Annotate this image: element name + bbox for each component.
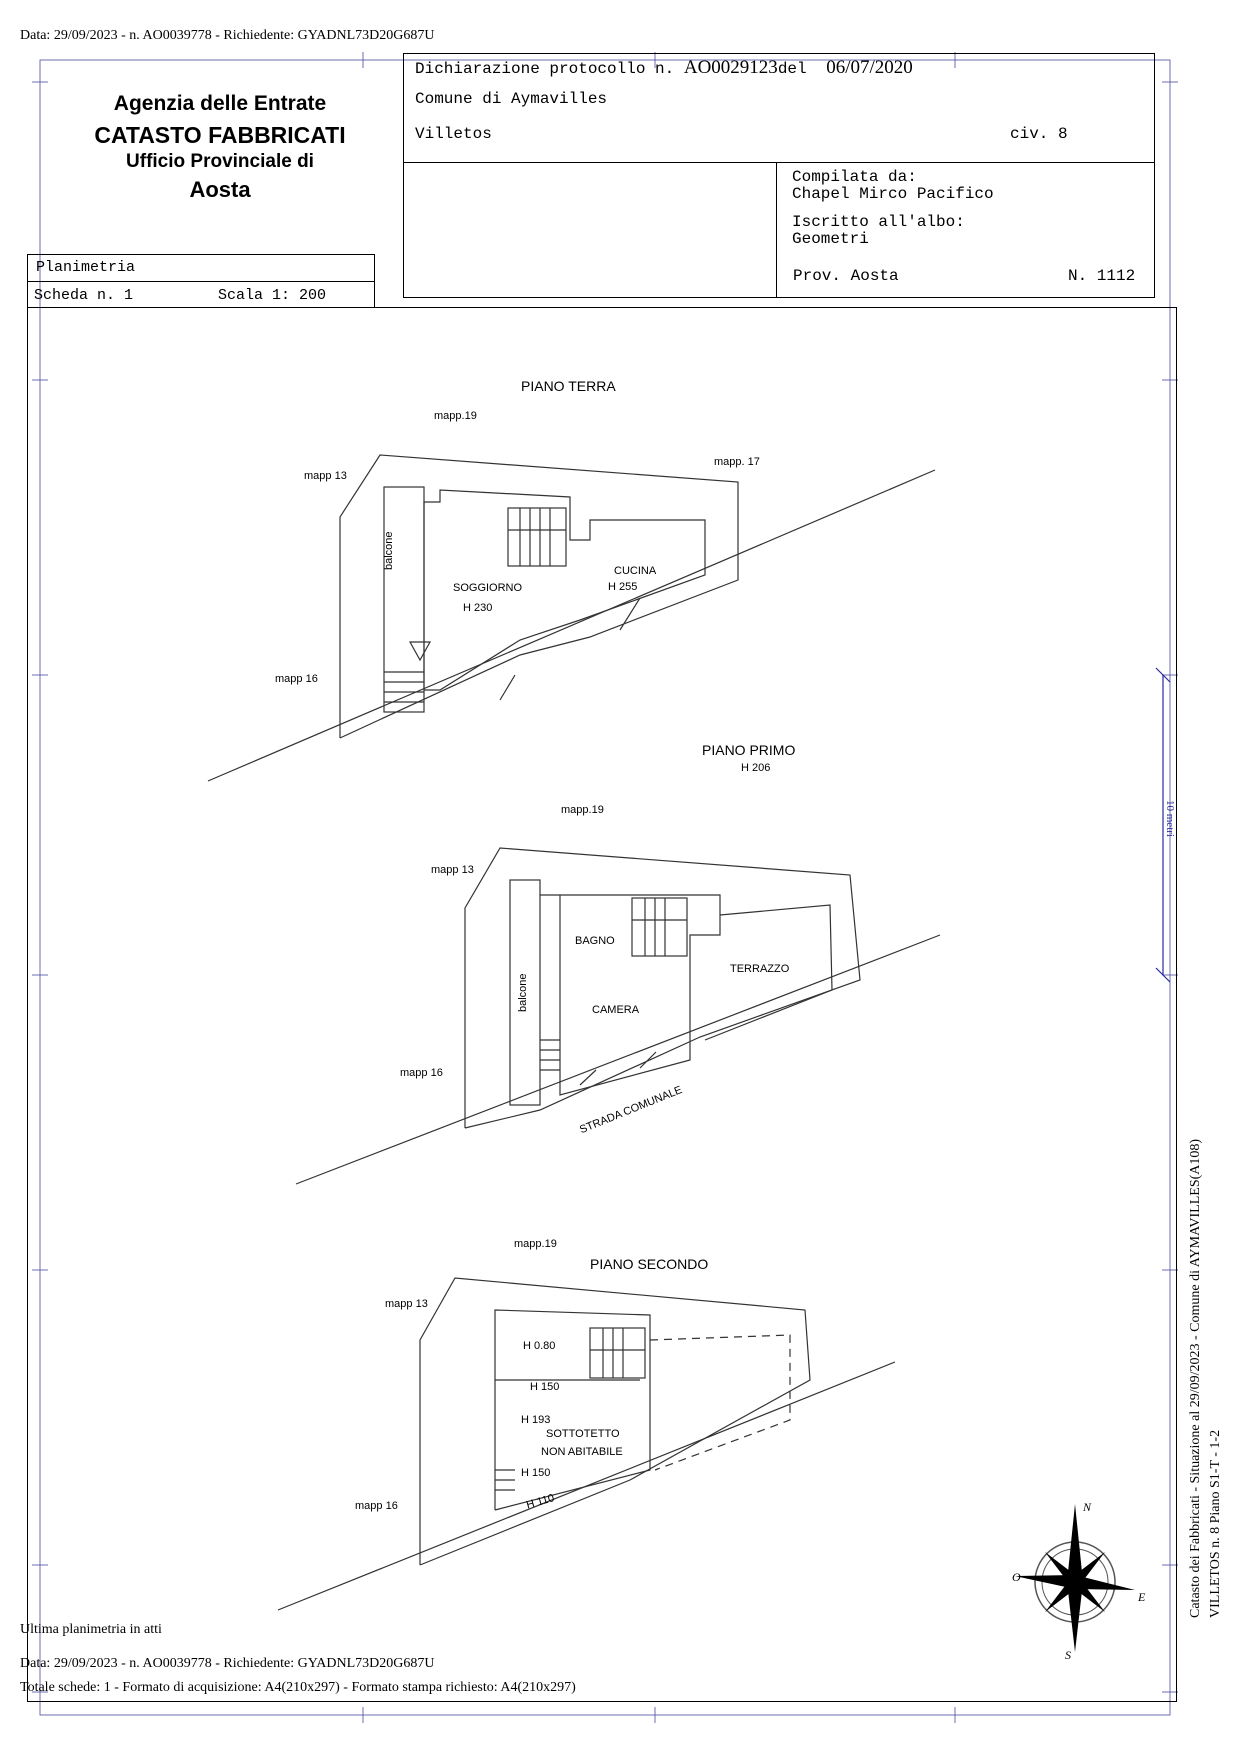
compiler-name: Chapel Mirco Pacifico (792, 185, 994, 203)
address-street: Villetos (415, 125, 492, 143)
floor-title-secondo: PIANO SECONDO (590, 1256, 709, 1272)
compass-south: S (1065, 1648, 1071, 1662)
plan-piano-secondo (278, 1278, 895, 1610)
floor-title-terra: PIANO TERRA (521, 378, 616, 394)
plan-piano-primo (296, 848, 940, 1184)
compass-rose (1015, 1504, 1135, 1652)
header-info-line: Data: 29/09/2023 - n. AO0039778 - Richiedente: GYADNL73D20G687U (20, 28, 435, 43)
compass-east: E (1138, 1590, 1146, 1604)
terra-room-cucina: CUCINA (614, 565, 657, 577)
scheda-number: Scheda n. 1 (34, 287, 134, 304)
address-civic: civ. 8 (1010, 125, 1068, 143)
side-address-text: VILLETOS n. 8 Piano S1-T - 1-2 (1208, 1429, 1223, 1618)
terra-room-cucina-height: H 255 (608, 581, 638, 593)
compass-north: N (1083, 1500, 1092, 1514)
scale-label: Scala 1: 200 (218, 287, 327, 304)
compiler-label: Compilata da: (792, 168, 917, 186)
terra-room-soggiorno-height: H 230 (463, 602, 493, 614)
primo-room-camera: CAMERA (592, 1004, 640, 1016)
agency-name: Agenzia delle Entrate (113, 92, 327, 115)
albo-label: Iscritto all'albo: (792, 213, 965, 231)
catasto-title: CATASTO FABBRICATI (94, 122, 346, 148)
secondo-mapp-bottom: mapp 16 (355, 1500, 398, 1512)
terra-mapp-bottom: mapp 16 (275, 673, 318, 685)
protocol-number: AO0029123 (683, 57, 778, 78)
terra-mapp-left: mapp 13 (304, 470, 347, 482)
terra-mapp-right: mapp. 17 (714, 456, 760, 468)
floor-title-primo: PIANO PRIMO (702, 742, 796, 758)
scale-bar-label: 10 metri (1164, 800, 1176, 837)
primo-room-terrazzo: TERRAZZO (730, 963, 790, 975)
primo-height: H 206 (741, 762, 771, 774)
terra-balcone-label: balcone (383, 531, 395, 570)
protocol-label: Dichiarazione protocollo n. (415, 60, 675, 78)
primo-balcone-label: balcone (517, 973, 529, 1012)
side-situation-text: Catasto dei Fabbricati - Situazione al 29/09/2023 - Comune di AYMAVILLES(A108) (1188, 1138, 1203, 1618)
comune-name: Comune di Aymavilles (415, 90, 608, 108)
protocol-date: 06/07/2020 (826, 57, 913, 78)
secondo-mapp-left: mapp 13 (385, 1298, 428, 1310)
terra-mapp-top: mapp.19 (434, 410, 477, 422)
compiler-province: Prov. Aosta (793, 267, 899, 285)
secondo-height-4: H 150 (521, 1467, 551, 1479)
ufficio-label: Ufficio Provinciale di (126, 151, 314, 172)
compiler-number: N. 1112 (1068, 267, 1136, 285)
planimetria-title: Planimetria (36, 259, 136, 276)
secondo-mapp-top: mapp.19 (514, 1238, 557, 1250)
secondo-height-2: H 150 (530, 1381, 560, 1393)
secondo-room-non-abitabile: NON ABITABILE (541, 1446, 623, 1458)
secondo-room-sottotetto: SOTTOTETTO (546, 1428, 620, 1440)
albo-value: Geometri (792, 230, 869, 248)
protocol-del: del (777, 60, 807, 78)
footer-last-plan: Ultima planimetria in atti (20, 1622, 162, 1637)
primo-room-bagno: BAGNO (575, 935, 615, 947)
terra-room-soggiorno: SOGGIORNO (453, 582, 523, 594)
plan-piano-terra (208, 455, 935, 781)
primo-mapp-top: mapp.19 (561, 804, 604, 816)
secondo-height-3: H 193 (521, 1414, 551, 1426)
primo-mapp-left: mapp 13 (431, 864, 474, 876)
ufficio-city: Aosta (189, 177, 251, 202)
secondo-height-1: H 0.80 (523, 1340, 556, 1352)
primo-road-label: STRADA COMUNALE (578, 1084, 684, 1137)
secondo-height-5: H 110 (525, 1492, 556, 1512)
compass-west: O (1012, 1570, 1021, 1584)
primo-mapp-bottom: mapp 16 (400, 1067, 443, 1079)
footer-data-line: Data: 29/09/2023 - n. AO0039778 - Richiedente: GYADNL73D20G687U (20, 1656, 435, 1671)
footer-totale-line: Totale schede: 1 - Formato di acquisizione: A4(210x297) - Formato stampa richiesto: A4(210x297) (20, 1680, 576, 1695)
